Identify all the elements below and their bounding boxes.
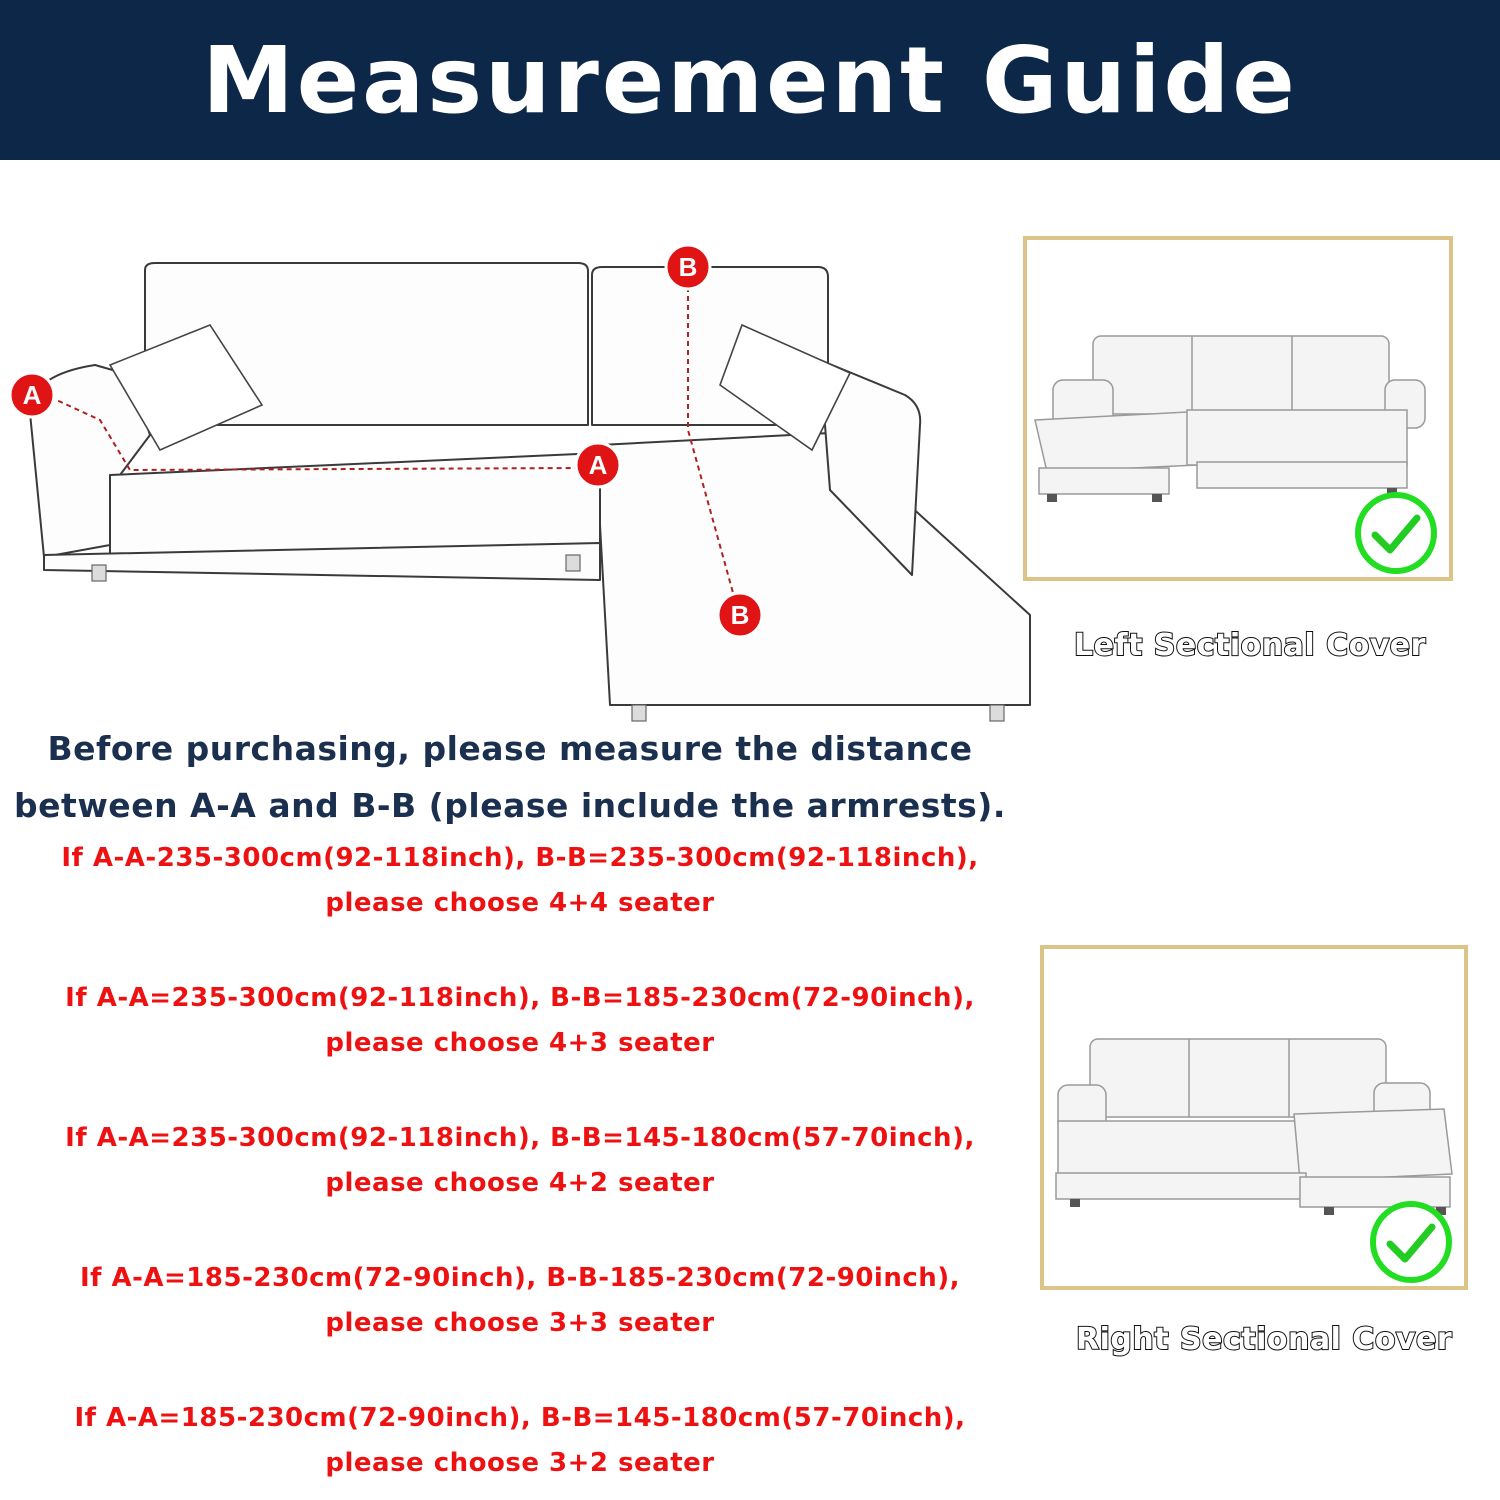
size-rule	[0, 1116, 1040, 1206]
marker-a-right	[576, 443, 620, 487]
sofa-seat	[110, 453, 600, 555]
measurement-instruction	[0, 720, 1020, 834]
page-title: Measurement Guide	[202, 26, 1298, 134]
instruction-line: Before purchasing, please measure the distance	[47, 729, 973, 768]
sofa-leg	[990, 705, 1004, 721]
check-icon	[1351, 490, 1441, 576]
marker-b-bottom	[718, 593, 762, 637]
size-rule	[0, 836, 1040, 926]
size-rule	[0, 976, 1040, 1066]
sofa-leg	[566, 555, 580, 571]
rule-choice: please choose 4+4 seater	[325, 888, 715, 918]
rule-choice: please choose 4+3 seater	[325, 1028, 715, 1058]
left-sectional-caption: Left Sectional Cover	[1074, 628, 1426, 663]
left-sectional-panel	[1023, 236, 1453, 581]
sofa-leg	[632, 705, 646, 721]
right-sectional-caption: Right Sectional Cover	[1076, 1322, 1453, 1357]
marker-a-left	[10, 373, 54, 417]
rule-choice: please choose 4+2 seater	[325, 1168, 715, 1198]
rule-choice: please choose 3+3 seater	[325, 1308, 715, 1338]
sofa-leg	[92, 565, 106, 581]
rule-condition: If A-A=235-300cm(92-118inch), B-B=145-180cm(57-70inch),	[65, 1123, 975, 1153]
rule-condition: If A-A-235-300cm(92-118inch), B-B=235-300cm(92-118inch),	[61, 843, 979, 873]
marker-label: B	[678, 252, 698, 282]
header-banner	[0, 0, 1500, 160]
rule-condition: If A-A=185-230cm(72-90inch), B-B-185-230cm(72-90inch),	[79, 1263, 961, 1293]
marker-label: B	[730, 600, 750, 630]
rule-condition: If A-A=235-300cm(92-118inch), B-B=185-230cm(72-90inch),	[65, 983, 975, 1013]
size-rule	[0, 1256, 1040, 1346]
sofa-measurement-diagram	[0, 225, 1040, 735]
instruction-line: between A-A and B-B (please include the armrests).	[14, 786, 1006, 825]
marker-b-top	[666, 245, 710, 289]
rule-choice: please choose 3+2 seater	[325, 1448, 715, 1478]
check-icon	[1366, 1199, 1456, 1285]
rule-condition: If A-A=185-230cm(72-90inch), B-B=145-180cm(57-70inch),	[74, 1403, 966, 1433]
marker-label: A	[22, 380, 42, 410]
size-rule	[0, 1396, 1040, 1486]
marker-label: A	[588, 450, 608, 480]
sofa-chaise	[600, 433, 1030, 705]
right-sectional-panel	[1040, 945, 1468, 1290]
